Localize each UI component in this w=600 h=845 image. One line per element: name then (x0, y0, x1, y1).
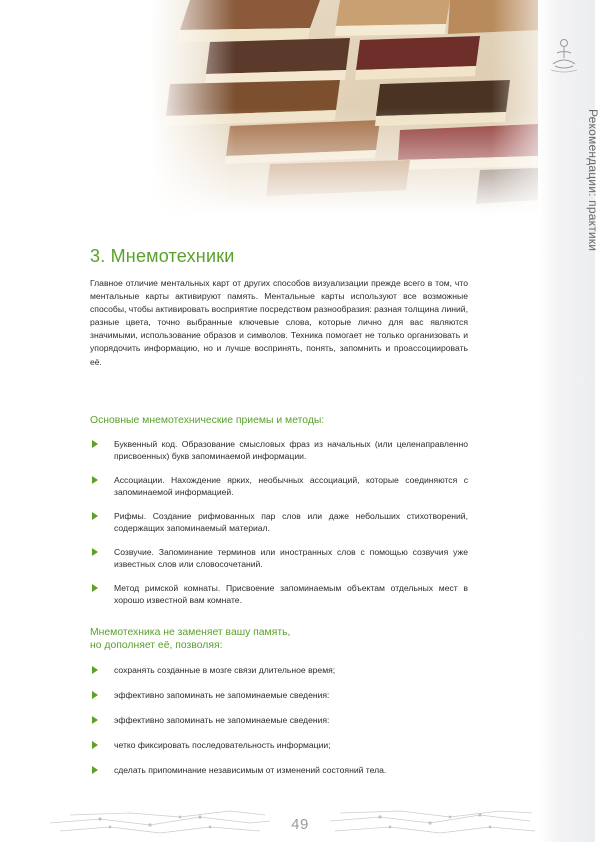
list-item (90, 664, 468, 676)
triangle-bullet-icon (92, 716, 98, 724)
list-item (90, 764, 468, 776)
page-title: 3. Мнемотехники (90, 246, 235, 266)
triangle-bullet-icon (92, 512, 98, 520)
triangle-bullet-icon (92, 548, 98, 556)
list-item-text: Метод римской комнаты. Присвоение запоминаемым объектам отдельных мест в хорошо известной вам комнате. (114, 583, 468, 606)
intro-paragraph: Главное отличие ментальных карт от других способов визуализации прежде всего в том, что ментальные карты активируют память. Ментальные карты используют все возможные способы, чтобы активировать восприятие посредством разнообразия: разная толщина линий, разные цвета, точно выбранные ключевые слова, которые лично для вас являются значимыми, использование образов и символов. Техника помогает не только организовать и упорядочить информацию, но и лучше воспринять, понять, запомнить и проассоциировать её. (90, 278, 468, 367)
meditation-figure-icon (547, 36, 581, 76)
list-item-text: Рифмы. Создание рифмованных пар слов или даже небольших стихотворений, содержащих запоминаемый материал. (114, 511, 468, 534)
list-item-text: Созвучие. Запоминание терминов или иностранных слов с помощью созвучия уже известных слов или словосочетаний. (114, 547, 468, 570)
list-item (90, 474, 468, 499)
header-photo (150, 0, 538, 215)
triangle-bullet-icon (92, 666, 98, 674)
list-item (90, 714, 468, 726)
list-item (90, 689, 468, 701)
triangle-bullet-icon (92, 766, 98, 774)
triangle-bullet-icon (92, 741, 98, 749)
methods-heading: Основные мнемотехнические приемы и методы: (90, 415, 325, 426)
note-heading-line1: Мнемотехника не заменяет вашу память, (90, 627, 291, 638)
note-heading (90, 626, 468, 652)
page-number: 49 (291, 816, 309, 833)
list-item (90, 438, 468, 463)
triangle-bullet-icon (92, 440, 98, 448)
note-heading-line2: но дополняет её, позволяя: (90, 640, 223, 651)
list-item (90, 582, 468, 607)
methods-list (90, 438, 468, 618)
triangle-bullet-icon (92, 691, 98, 699)
list-item (90, 546, 468, 571)
triangle-bullet-icon (92, 476, 98, 484)
list-item (90, 739, 468, 751)
list-item-text: четко фиксировать последовательность информации; (114, 740, 331, 750)
list-item-text: эффективно запоминать не запоминаемые сведения: (114, 690, 330, 700)
list-item-text: сделать припоминание независимым от изменений состояний тела. (114, 765, 387, 775)
main-content (90, 246, 468, 775)
photo-fade-overlay (150, 0, 538, 215)
list-item-text: Ассоциации. Нахождение ярких, необычных ассоциаций, которые соединяются с запоминаемой информацией. (114, 475, 468, 498)
list-item-text: сохранять созданные в мозге связи длительное время; (114, 665, 336, 675)
section-label: Рекомендации: практики (586, 109, 600, 252)
list-item-text: эффективно запоминать не запоминаемые сведения: (114, 715, 330, 725)
triangle-bullet-icon (92, 584, 98, 592)
list-item (90, 510, 468, 535)
uses-list (90, 664, 468, 789)
list-item-text: Буквенный код. Образование смысловых фраз из начальных (или целенаправленно присвоенных) букв запоминаемой информации. (114, 439, 468, 462)
